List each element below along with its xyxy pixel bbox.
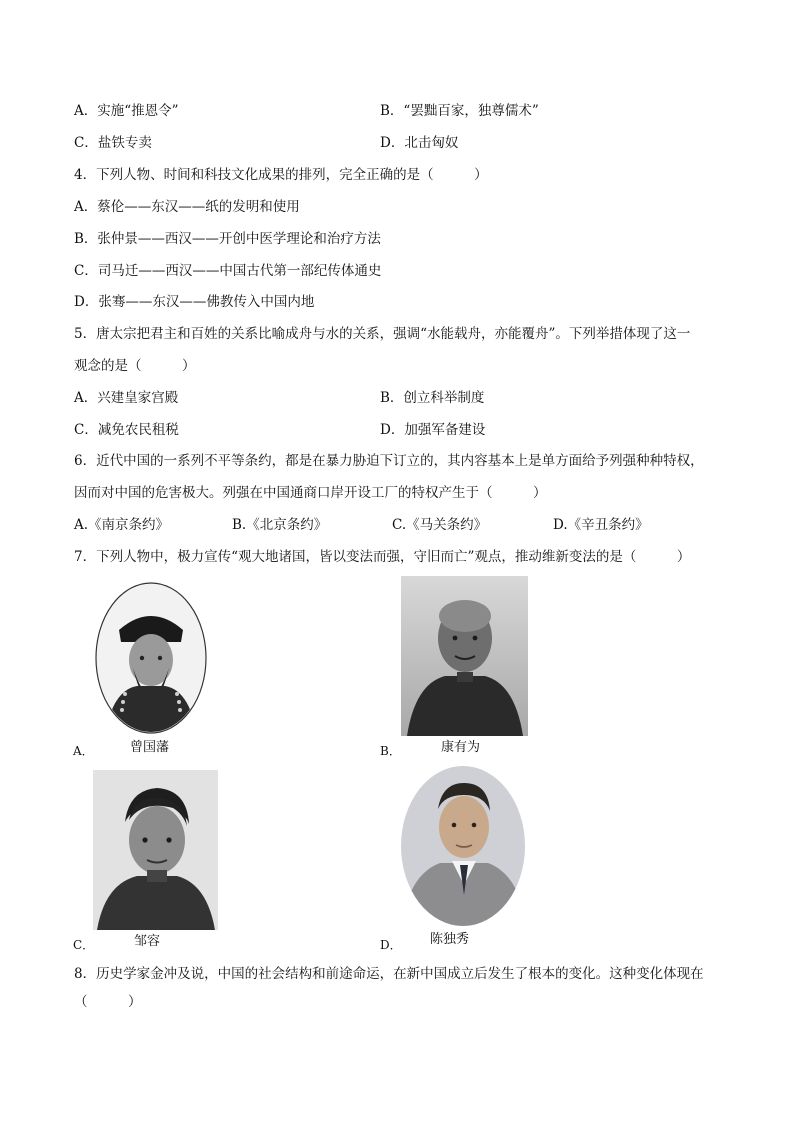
q3-option-a: A．实施“推恩令”: [74, 103, 179, 119]
q7-option-b-label: B．: [380, 744, 401, 758]
portrait-c-image: [93, 770, 218, 930]
q6-stem-line1: 6．近代中国的一系列不平等条约，都是在暴力胁迫下订立的，其内容基本上是单方面给予列强种种特权，: [74, 453, 704, 469]
q6-option-d: D.《辛丑条约》: [553, 517, 649, 533]
portrait-d-image: [400, 765, 527, 927]
q8-stem-line1: 8．历史学家金冲及说，中国的社会结构和前途命运，在新中国成立后发生了根本的变化。这种变化体现在: [74, 966, 704, 982]
q7-caption-b: 康有为: [441, 740, 481, 755]
q7-option-a-label: A．: [73, 744, 94, 758]
q3-option-b: B．“罢黜百家，独尊儒术”: [380, 103, 539, 119]
q6-option-a: A.《南京条约》: [74, 517, 170, 533]
portrait-b-image: [401, 576, 528, 736]
q5-stem-line2: 观念的是（ ）: [74, 358, 196, 374]
portrait-a-image: [95, 582, 207, 734]
q3-option-c: C．盐铁专卖: [74, 135, 152, 151]
q8-stem-line2: （ ）: [74, 994, 142, 1010]
q7-caption-a: 曾国藩: [130, 740, 170, 755]
q5-option-d: D．加强军备建设: [380, 422, 486, 438]
q4-option-c: C．司马迁——西汉——中国古代第一部纪传体通史: [74, 263, 382, 279]
q5-option-c: C．减免农民租税: [74, 422, 179, 438]
q4-option-b: B．张仲景——西汉——开创中医学理论和治疗方法: [74, 231, 381, 247]
q7-option-d-label: D．: [380, 938, 402, 952]
q7-caption-c: 邹容: [134, 934, 161, 949]
q6-option-c: C.《马关条约》: [392, 517, 488, 533]
q7-option-c-label: C．: [73, 938, 95, 952]
q7-stem: 7．下列人物中，极力宣传“观大地诸国，皆以变法而强，守旧而亡”观点，推动维新变法的是（ ）: [74, 549, 691, 565]
q4-stem: 4．下列人物、时间和科技文化成果的排列，完全正确的是（ ）: [74, 167, 488, 183]
q7-caption-d: 陈独秀: [430, 932, 470, 947]
q4-option-a: A．蔡伦——东汉——纸的发明和使用: [74, 199, 300, 215]
q6-stem-line2: 因而对中国的危害极大。列强在中国通商口岸开设工厂的特权产生于（ ）: [74, 485, 547, 501]
q5-option-a: A．兴建皇家宫殿: [74, 390, 179, 406]
q4-option-d: D．张骞——东汉——佛教传入中国内地: [74, 294, 315, 310]
q6-option-b: B.《北京条约》: [232, 517, 328, 533]
q5-option-b: B．创立科举制度: [380, 390, 485, 406]
q5-stem-line1: 5．唐太宗把君主和百姓的关系比喻成舟与水的关系，强调“水能载舟，亦能覆舟”。下列举措体现了这一: [74, 326, 691, 342]
q3-option-d: D．北击匈奴: [380, 135, 459, 151]
